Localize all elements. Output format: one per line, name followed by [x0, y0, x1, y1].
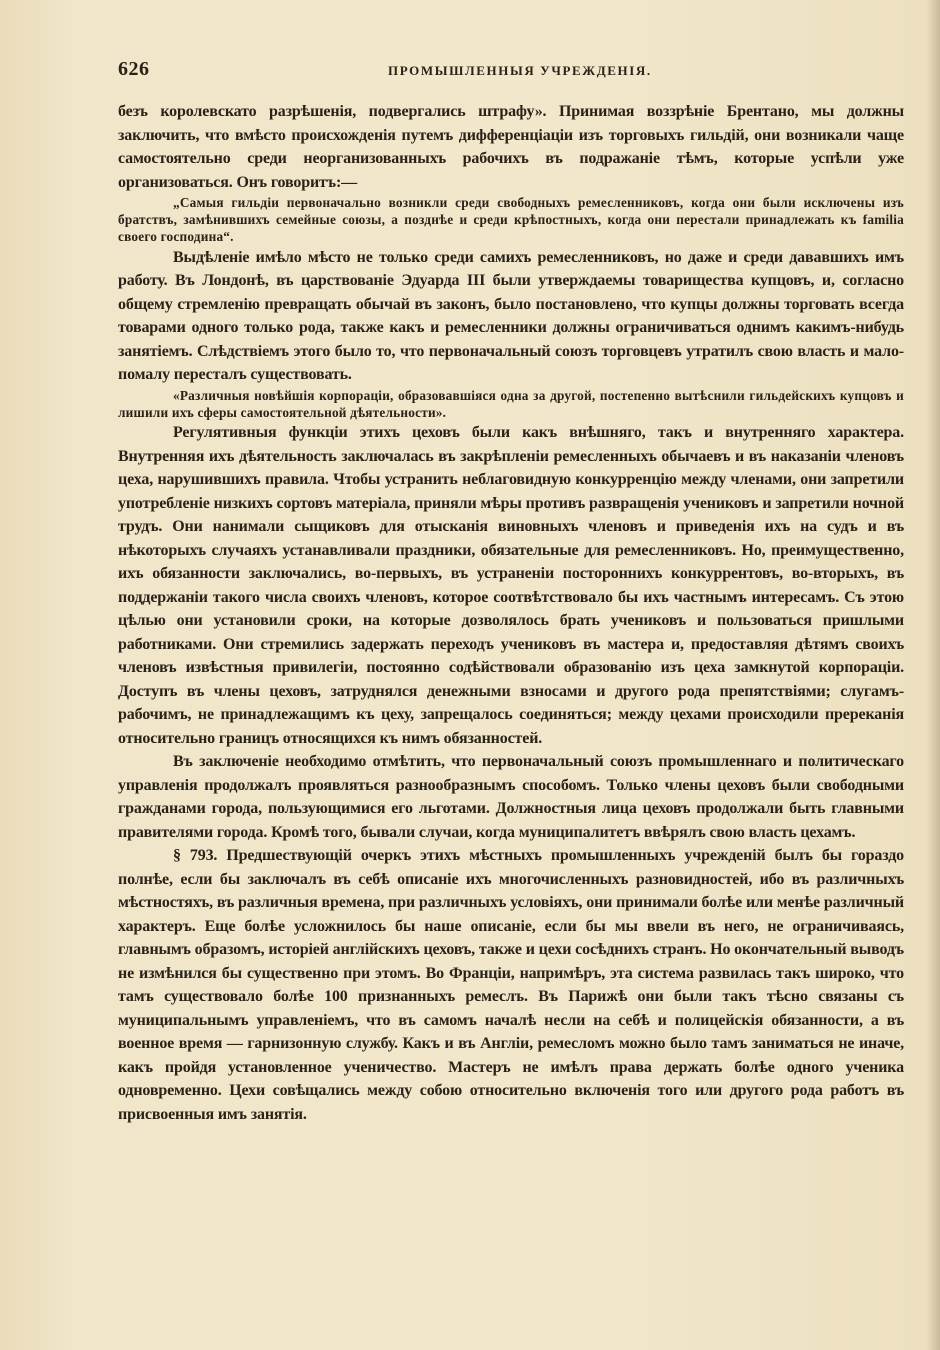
- page-body: [118, 100, 904, 1126]
- block-quote-2: «Различныя новѣйшія корпораціи, образовавшіяся одна за другой, постепенно вытѣснили гильдейскихъ купцовъ и лишили ихъ сферы самостоятельной дѣятельности».: [118, 387, 904, 420]
- page-number: 626: [118, 58, 150, 80]
- paragraph-2: Выдѣленіе имѣло мѣсто не только среди самихъ ремесленниковъ, но даже и среди дававшихъ имъ работу. Въ Лондонѣ, въ царствованіе Эдуарда III были утверждаемы товарищества купцовъ, и, согласно общему стремленію превращать обычай въ законъ, было постановлено, что купцы должны торговать всегда товарами одного только рода, также какъ и ремесленники должны ограничиваться однимъ какимъ-нибудь занятіемъ. Слѣдствіемъ этого было то, что первоначальный союзъ торговцевъ утратилъ свою власть и мало-помалу пересталъ существовать.: [118, 248, 904, 384]
- paragraph-5-section-793: § 793. Предшествующій очеркъ этихъ мѣстныхъ промышленныхъ учрежденій былъ бы гораздо полнѣе, если бы заключалъ въ себѣ описаніе ихъ многочисленныхъ разновидностей, ибо въ различныхъ мѣстностяхъ, въ различныя времена, при различныхъ условіяхъ, они принимали болѣе или менѣе различный характеръ. Еще болѣе усложнилось бы наше описаніе, если бы мы ввели въ него, не ограничиваясь, главнымъ образомъ, исторіей англійскихъ цеховъ, также и цехи сосѣднихъ странъ. Но окончательный выводъ не измѣнился бы существенно при этомъ. Во Франціи, напримѣръ, эта система развилась такъ широко, что тамъ существовало болѣе 100 признанныхъ ремеслъ. Въ Парижѣ они были такъ тѣсно связаны съ муниципальнымъ управленіемъ, что въ самомъ началѣ несли на себѣ и полицейскія обязанности, а въ военное время — гарнизонную службу. Какъ и въ Англіи, ремесломъ можно было тамъ заниматься не иначе, какъ пройдя установленное ученичество. Мастеръ не имѣлъ права держать болѣе одного ученика одновременно. Цехи совѣщались между собою относительно включенія того или другого рода работъ въ присвоенныя имъ занятія.: [118, 847, 904, 1123]
- page-edge-shadow: [926, 0, 940, 1350]
- page-header: [118, 58, 898, 82]
- paragraph-4: Въ заключеніе необходимо отмѣтить, что первоначальный союзъ промышленнаго и политическаго управленія продолжалъ проявляться разнообразнымъ способомъ. Только члены цеховъ были свободными гражданами города, пользующимися его льготами. Должностныя лица цеховъ продолжали быть главными правителями города. Кромѣ того, бывали случаи, когда муниципалитетъ ввѣрялъ свою власть цехамъ.: [118, 753, 904, 841]
- block-quote-1: „Самыя гильдіи первоначально возникли среди свободныхъ ремесленниковъ, когда они были исключены изъ братствъ, замѣнившихъ семейные союзы, а позднѣе и среди крѣпостныхъ, когда они перестали принадлежать къ familia своего господина“.: [118, 195, 904, 245]
- paragraph-1: безъ королевскато разрѣшенія, подвергались штрафу». Принимая воззрѣніе Брентано, мы должны заключить, что вмѣсто происхожденія путемъ дифференціаціи изъ торговыхъ гильдій, они возникали чаще самостоятельно среди неорганизованныхъ рабочихъ въ подражаніе тѣмъ, которые успѣли уже организоваться. Онъ говоритъ:—: [118, 103, 904, 191]
- running-title: ПРОМЫШЛЕННЫЯ УЧРЕЖДЕНІЯ.: [388, 63, 652, 78]
- paragraph-3: Регулятивныя функціи этихъ цеховъ были какъ внѣшняго, такъ и внутренняго характера. Внутренняя ихъ дѣятельность заключалась въ закрѣпленіи ремесленныхъ обычаевъ и въ наказаніи членовъ цеха, нарушившихъ правила. Чтобы устранить неблаговидную конкурренцію между членами, они запретили употребленіе низкихъ сортовъ матеріала, приняли мѣры противъ развращенія учениковъ и запретили ночной трудъ. Они нанимали сыщиковъ для отысканія виновныхъ членовъ и приведенія ихъ на судъ и въ нѣкоторыхъ случаяхъ устанавливали праздники, обязательные для ремесленниковъ. Но, преимущественно, ихъ обязанности заключались, во-первыхъ, въ устраненіи постороннихъ конкуррентовъ, во-вторыхъ, въ поддержаніи такого числа своихъ членовъ, которое соотвѣтствовало бы ихъ частнымъ интересамъ. Съ этою цѣлью они установили сроки, на которые дозволялось брать учениковъ и пользоваться пришлыми работниками. Они стремились задержать переходъ учениковъ въ мастера и, предоставляя дѣтямъ своихъ членовъ извѣстныя привилегіи, постоянно содѣйствовали образованію изъ цеха замкнутой корпораціи. Доступъ въ члены цеховъ, затруднялся денежными взносами и другого рода препятствіями; слугамъ-рабочимъ, не принадлежащимъ къ цеху, запрещалось соединяться; между цехами происходили пререканія относительно границъ относящихся къ нимъ обязанностей.: [118, 424, 904, 747]
